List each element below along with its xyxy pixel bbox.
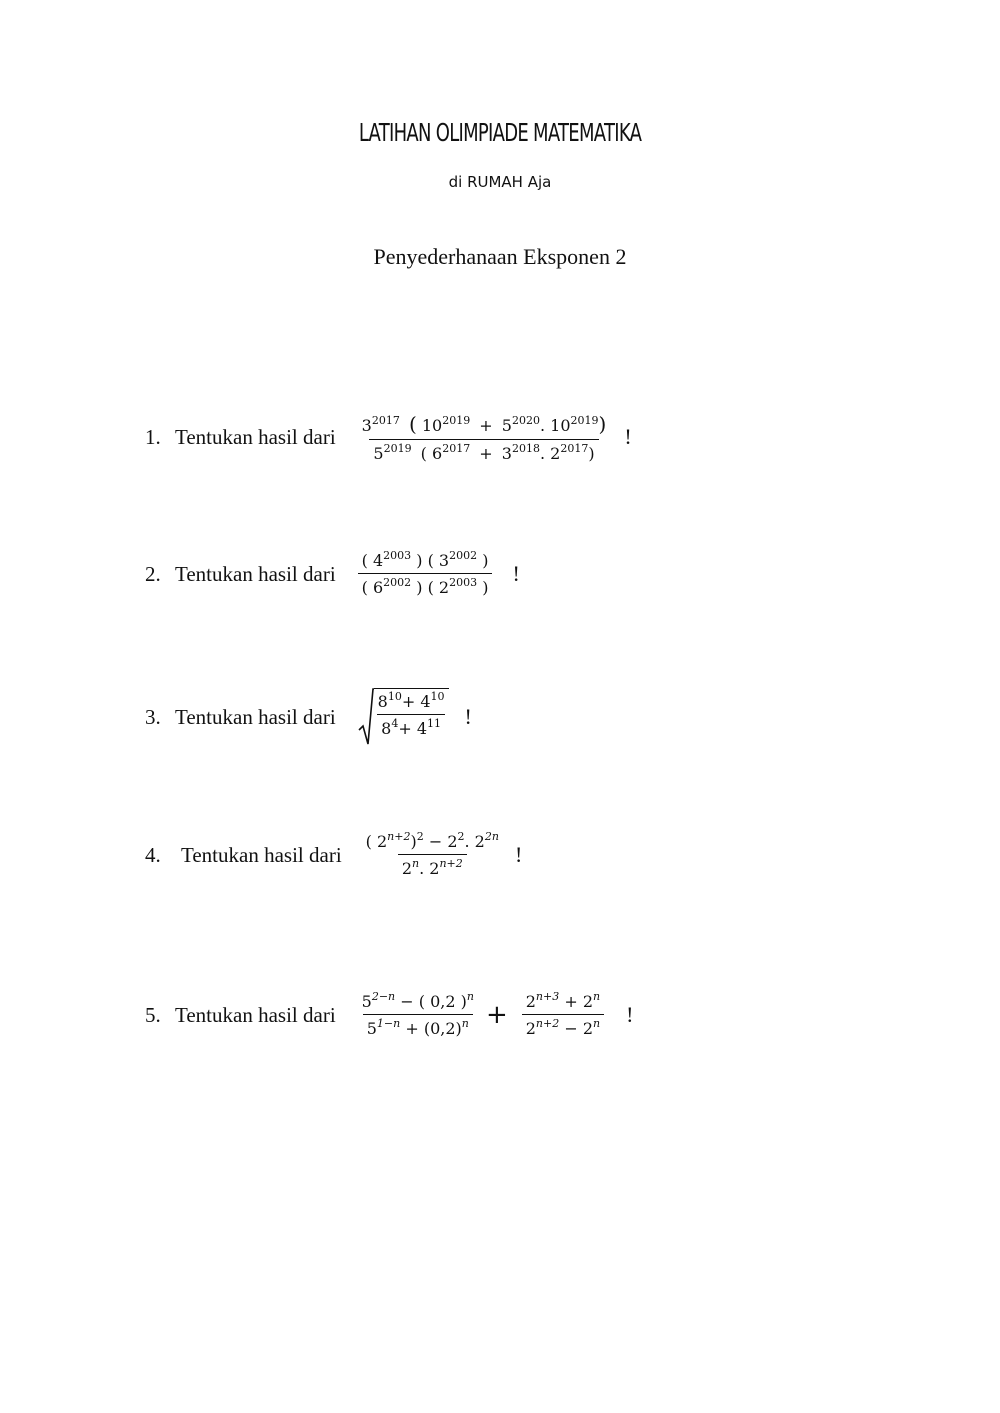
fraction-expression: [358, 551, 493, 597]
exclamation-mark: !: [624, 424, 632, 449]
fraction-expression: [374, 692, 449, 738]
problem-number: 5.: [145, 1002, 161, 1027]
problem-number: 1.: [145, 424, 161, 449]
denominator: $5^{2019}$ ( $6^{2017} + 3^{2018}$. $2^{2017}$): [369, 439, 598, 463]
section-heading: Penyederhanaan Eksponen 2: [373, 244, 627, 269]
denominator: $2^{n+2} - 2^n$: [522, 1014, 604, 1038]
numerator: $5^{2-n}$ − ( 0,2 )$^n$: [361, 990, 474, 1011]
problem-prompt: Tentukan hasil dari: [175, 561, 336, 586]
denominator: $5^{1-n} + (0,2)^n$: [363, 1014, 473, 1038]
fraction-expression-a: [358, 992, 478, 1038]
numerator: $8^{10}+ 4^{10}$: [377, 690, 445, 711]
plus-sign: +: [485, 1000, 508, 1030]
problem-number: 4.: [145, 842, 161, 867]
denominator: ( $6^{2002}$ ) ( $2^{2003}$ ): [358, 573, 493, 597]
fraction-expression: [358, 412, 611, 463]
fraction-expression-b: [522, 992, 604, 1038]
numerator: ( $4^{2003}$ ) ( $3^{2002}$ ): [361, 549, 489, 570]
problem-prompt: Tentukan hasil dari: [175, 424, 336, 449]
numerator: $3^{2017}$ ( $10^{2019} + 5^{2020}$. $10^{2019}$): [361, 411, 607, 436]
numerator: $2^{n+3} + 2^n$: [525, 990, 601, 1011]
denominator: 2$^n$. $2^{n+2}$: [398, 854, 467, 878]
problem-3: [145, 688, 472, 746]
document-title: LATIHAN OLIMPIADE MATEMATIKA: [358, 118, 642, 147]
exclamation-mark: !: [464, 704, 472, 729]
fraction-expression: [362, 832, 503, 878]
problem-1: [145, 412, 632, 462]
denominator: $8^4+ 4^{11}$: [377, 714, 445, 738]
numerator: ( $2^{n+2})^2 - 2^2$. $2^{2n}$: [365, 830, 499, 851]
problem-5: [145, 988, 633, 1042]
radical-sign-icon: [358, 688, 374, 746]
problem-prompt: Tentukan hasil dari: [175, 1002, 336, 1027]
problem-prompt: Tentukan hasil dari: [181, 842, 342, 867]
exclamation-mark: !: [626, 1002, 634, 1027]
problem-number: 2.: [145, 561, 161, 586]
problem-prompt: Tentukan hasil dari: [175, 704, 336, 729]
problem-2: [145, 548, 520, 600]
square-root-expression: [358, 688, 449, 746]
exclamation-mark: !: [512, 561, 520, 586]
problem-4: [145, 829, 522, 881]
document-subtitle: di RUMAH Aja: [448, 173, 552, 191]
problem-number: 3.: [145, 704, 161, 729]
exclamation-mark: !: [514, 842, 523, 867]
